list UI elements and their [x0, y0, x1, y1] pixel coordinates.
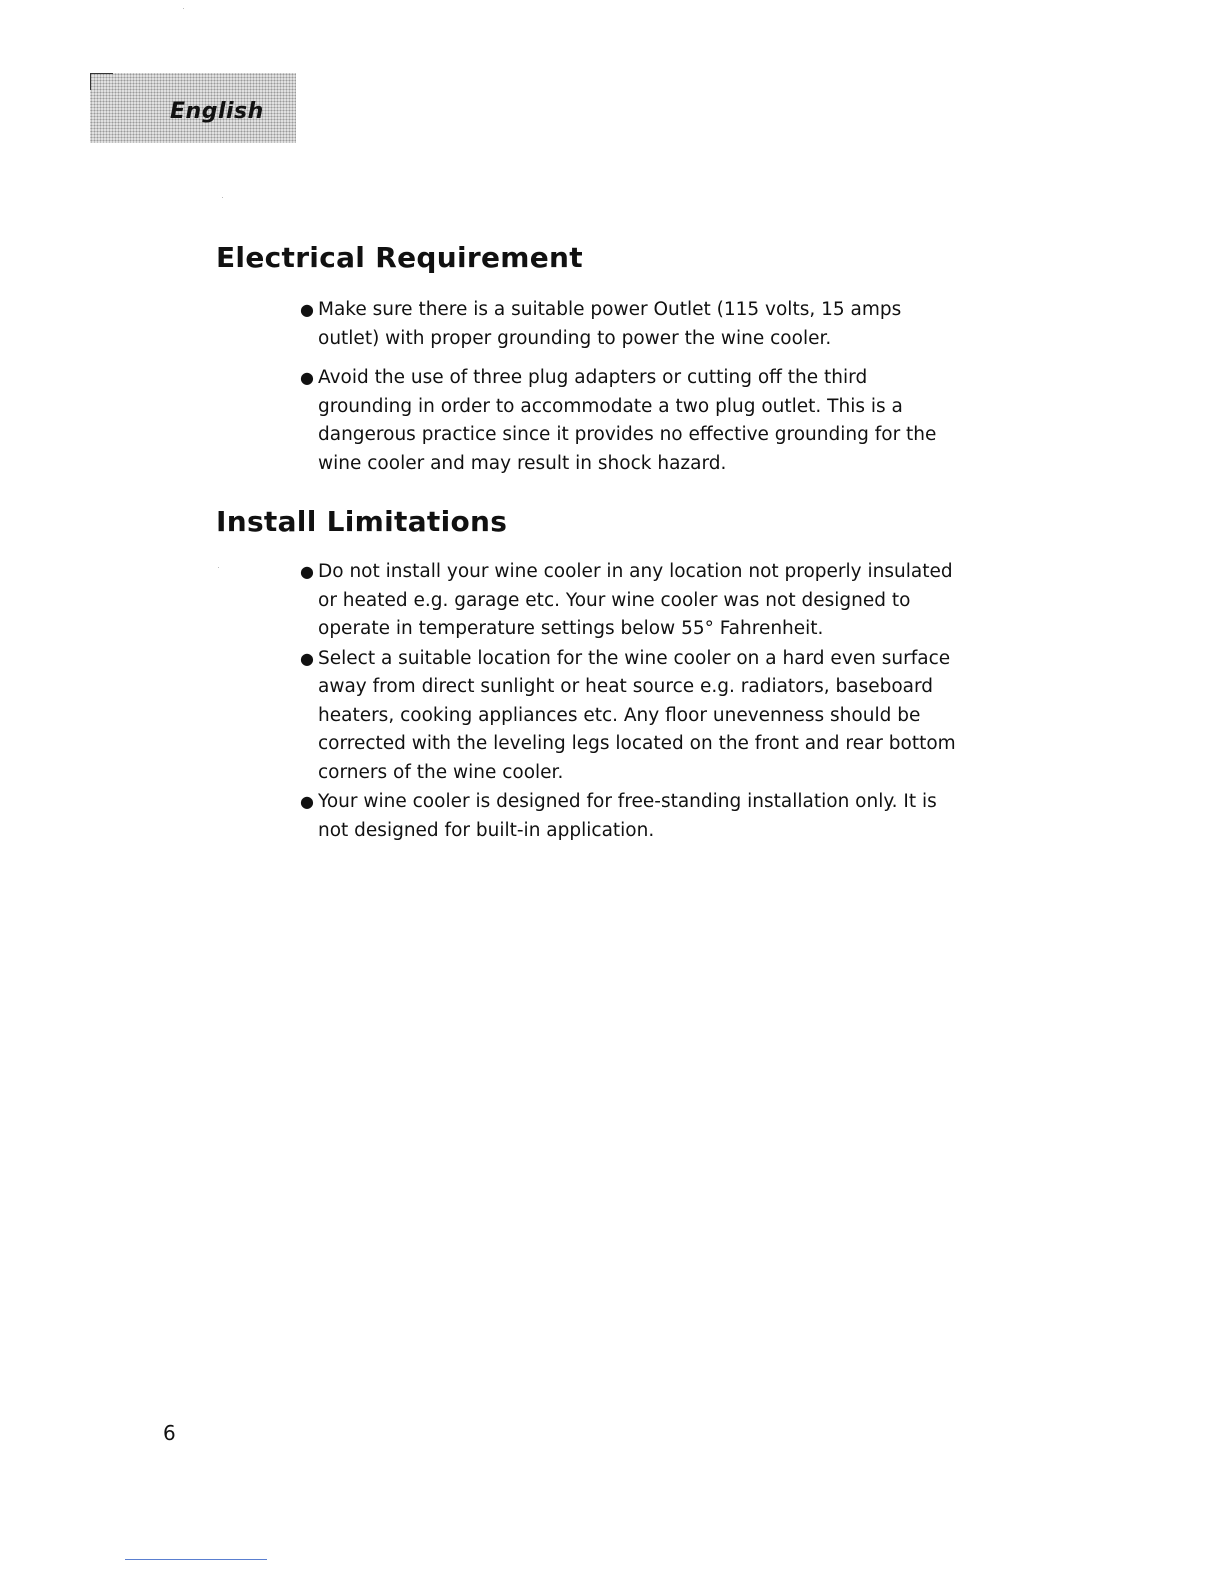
crop-mark	[90, 73, 113, 90]
list-item	[298, 645, 958, 788]
list-item	[298, 364, 958, 478]
list-item-text: Make sure there is a suitable power Outlet (115 volts, 15 amps outlet) with proper grounding to power the wine cooler.	[318, 299, 902, 349]
scan-speck	[183, 8, 184, 9]
scan-speck	[218, 567, 219, 568]
bullet-icon: ●	[300, 648, 314, 668]
bullet-icon: ●	[300, 368, 314, 387]
bullet-icon: ●	[300, 562, 314, 581]
electrical-requirement-list	[298, 296, 958, 478]
list-item	[298, 788, 958, 845]
bullet-icon: ●	[300, 792, 314, 811]
page-number: 6	[163, 1421, 176, 1445]
list-item-text: Do not install your wine cooler in any location not properly insulated or heated e.g. garage etc. Your wine cooler was not designed to operate in temperature settings below 55° Fahrenheit.	[318, 561, 953, 639]
list-item	[298, 558, 958, 644]
language-tab-label: English	[170, 99, 264, 124]
list-item-text: Select a suitable location for the wine cooler on a hard even surface away from direct sunlight or heat source e.g. radiators, baseboard heaters, cooking appliances etc. Any floor unevenness should be corrected with the leveling legs located on the front and rear bottom corners of the wine cooler.	[318, 647, 956, 783]
bottom-rule	[125, 1559, 267, 1560]
section-title-install-limitations: Install Limitations	[216, 505, 508, 538]
scan-speck	[222, 197, 223, 198]
section-title-electrical-requirement: Electrical Requirement	[216, 241, 583, 274]
language-tab	[90, 73, 296, 143]
list-item-text: Your wine cooler is designed for free-standing installation only. It is not designed for built-in application.	[318, 791, 937, 841]
install-limitations-list	[298, 558, 958, 845]
bullet-icon: ●	[300, 300, 314, 319]
list-item	[298, 296, 958, 353]
list-item-text: Avoid the use of three plug adapters or cutting off the third grounding in order to accommodate a two plug outlet. This is a dangerous practice since it provides no effective grounding for the wine cooler and may result in shock hazard.	[318, 367, 937, 474]
